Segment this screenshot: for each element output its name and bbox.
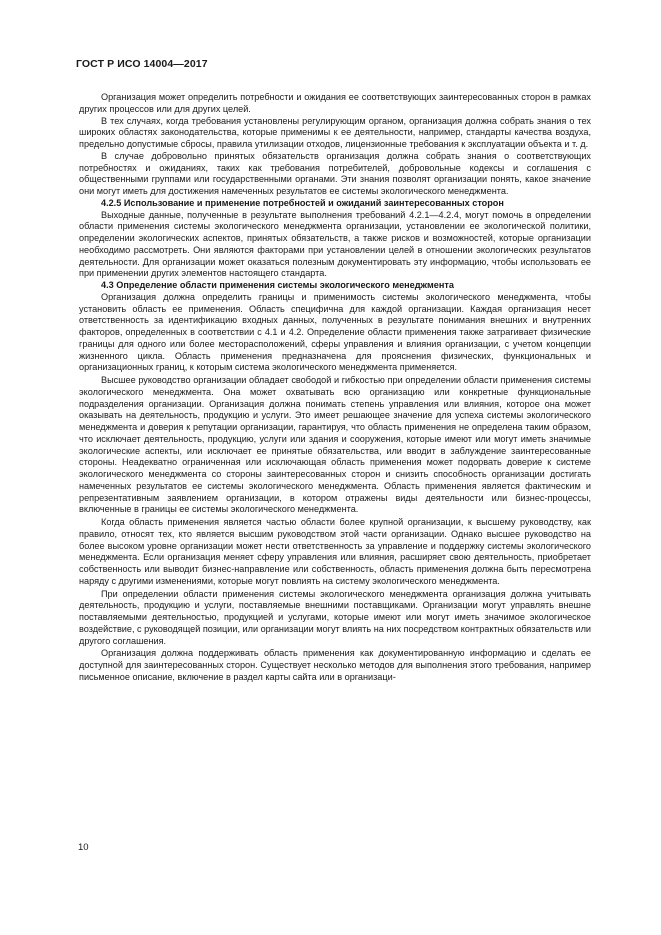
paragraph: При определении области применения системы экологического менеджмента организация должна учитывать деятельность, продукцию и услуги, поставляемые внешними поставщиками. Организации могут управлять внешне поставляемыми деятельностью, продукцией и услугами, которые имеют или могут иметь значимое экологическое воздействие, с руководящей позиции, или организации могут влиять на них посредством контрактных обязательств или другого соглашения. [79, 588, 591, 646]
section-heading-4-2-5: 4.2.5 Использование и применение потребностей и ожиданий заинтересованных сторон [101, 197, 504, 208]
paragraph: В случае добровольно принятых обязательств организация должна собрать знания о соответствующих потребностях и ожиданиях, таких как требования потребителей, добровольные кодексы и соглашения с общественными группами или государственными органами. Эти знания позволят организации понять, какое значение они могут иметь для достижения намеченных результатов ее системы экологического менеджмента. [79, 150, 591, 196]
paragraph: В тех случаях, когда требования установлены регулирующим органом, организация должна собрать знания о тех широких областях законодательства, которые применимы к ее деятельности, например, стандарты качества воздуха, предельно допустимые сбросы, правила утилизации отходов, лицензионные требования к эксплуатации объекта и т. д. [79, 115, 591, 149]
paragraph: Когда область применения является частью области более крупной организации, к высшему руководству, как правило, относят тех, кто является высшим руководством этой части организации. Однако высшее руководство на более высоком уровне организации может нести ответственность за управление и поддержку системы экологического менеджмента. Если организация меняет сферу управления или влияния, расширяет свою деятельность, приобретает собственность или выводит бизнес-направление или собственность, область применения должна быть пересмотрена наряду с другими изменениями, которые могут повлиять на систему экологического менеджмента. [79, 517, 591, 586]
section-heading-4-3: 4.3 Определение области применения системы экологического менеджмента [101, 280, 454, 290]
paragraph: Организация может определить потребности и ожидания ее соответствующих заинтересованных сторон в рамках других процессов или для других целей. [79, 92, 591, 114]
paragraph: Организация должна поддерживать область применения как документированную информацию и сделать ее доступной для заинтересованных сторон. Существует несколько методов для выполнения этого требования, например письменное описание, включение в раздел карты сайта или в организаци- [79, 648, 591, 682]
paragraph: Высшее руководство организации обладает свободой и гибкостью при определении области применения системы экологического менеджмента. Она может охватывать всю организацию или конкретные функциональные подразделения организации. Организация должна понимать степень управления или влияния, которое она может оказывать на деятельность, продукцию и услуги. Это имеет решающее значение для успеха системы экологического менеджмента и доверия к репутации организации, гарантируя, что область применения не определена таким образом, что исключает деятельность, продукцию, услуги или здания и сооружения, которые имеют или могут иметь значимые экологические аспекты, или исключает ее принятые обязательства, или вводит в заблуждение заинтересованные стороны. Неадекватно ограниченная или исключающая область применения может подорвать доверие к системе экологического менеджмента со стороны заинтересованных сторон и снизить способность организации достигать намеченных результатов ее системы экологического менеджмента. Область применения является фактическим и репрезентативным заявлением организации, в котором отражены виды деятельности или бизнес-процессы, включенные в границы ее системы экологического менеджмента. [79, 375, 591, 515]
page-header-standard-title: ГОСТ Р ИСО 14004—2017 [76, 58, 208, 70]
paragraph: Организация должна определить границы и применимость системы экологического менеджмента, чтобы установить область ее применения. Область специфична для каждой организации. Каждая организация несет ответственность за идентификацию входных данных, полученных в результате понимания внешних и внутренних факторов, определенных в соответствии с 4.1 и 4.2. Определение области применения также затрагивает физические границы для одного или более месторасположений, сферы управления и влияния организации, с учетом концепции жизненного цикла. Область применения предназначена для прояснения физических, функциональных и организационных границ, к которым система экологического менеджмента применяется. [79, 291, 591, 373]
paragraph: Выходные данные, полученные в результате выполнения требований 4.2.1—4.2.4, могут помочь в определении области применения системы экологического менеджмента организации, установлении ее экологической политики, определении экологических аспектов, принятых обязательств, а также рисков и возможностей, которые организации необходимо рассмотреть. Они являются факторами при установлении целей в отношении экологических результатов деятельности. Для организации может оказаться полезным документировать эту информацию, чтобы использовать ее при применении других элементов настоящего стандарта. [79, 209, 591, 279]
page-number: 10 [78, 842, 89, 853]
document-body [79, 92, 591, 684]
